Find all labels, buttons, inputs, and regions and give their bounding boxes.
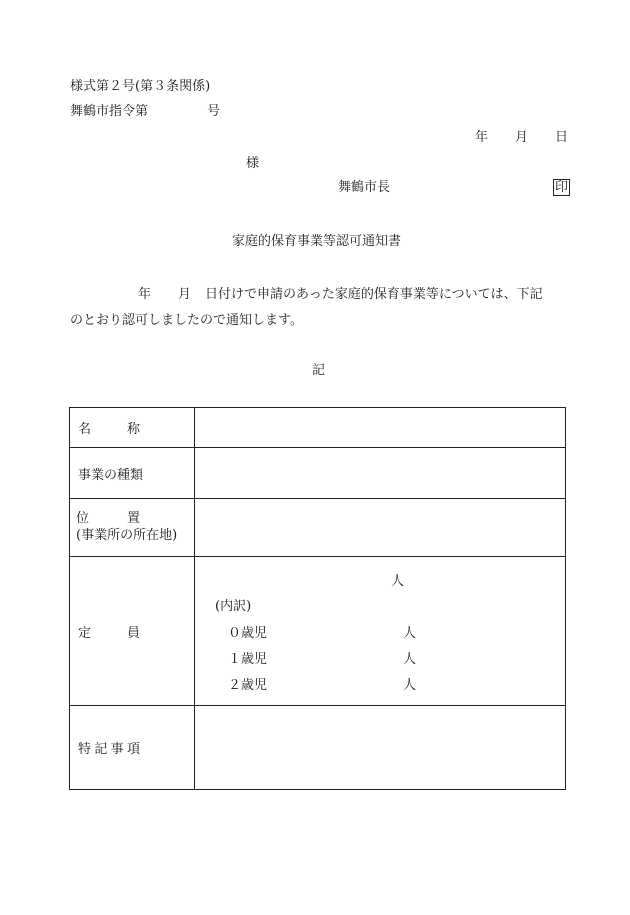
name-char-2: 称 [126, 422, 140, 437]
ki-mark: 記 [312, 363, 326, 378]
special-char-3: 事 [110, 742, 124, 757]
row-location [70, 499, 566, 557]
business-type-value [195, 448, 566, 499]
name-value [195, 408, 566, 448]
row-business-type [70, 448, 566, 499]
business-type-label [70, 448, 195, 499]
details-table [69, 407, 566, 790]
capacity-total-unit: 人 [391, 574, 405, 589]
age1-unit: 人 [403, 652, 417, 667]
body-line2: のとおり認可しましたので通知します。 [70, 313, 303, 328]
location-char-2: 置 [126, 511, 140, 527]
capacity-char-1: 定 [78, 625, 92, 641]
special-char-4: 項 [126, 742, 140, 757]
body-month: 月 [178, 287, 192, 302]
age2-unit: 人 [403, 678, 417, 693]
row-capacity [70, 557, 566, 706]
date-month: 月 [515, 130, 529, 145]
special-value [195, 706, 566, 790]
seal-mark: 印 [555, 180, 569, 195]
capacity-char-2: 員 [126, 625, 140, 641]
row-special [70, 706, 566, 790]
capacity-value [195, 557, 566, 706]
capacity-label [70, 557, 195, 706]
special-char-2: 記 [94, 742, 108, 757]
date-day: 日 [555, 130, 569, 145]
page-title: 家庭的保育事業等認可通知書 [232, 234, 402, 249]
body-year: 年 [138, 287, 152, 302]
age0-unit: 人 [403, 626, 417, 641]
body-line1: 日付けで申請のあった家庭的保育事業等については、下記 [205, 287, 543, 302]
special-label [70, 706, 195, 790]
name-label [70, 408, 195, 448]
directive-prefix: 舞鶴市指令第 [70, 104, 149, 119]
special-char-1: 特 [78, 742, 92, 757]
location-label [70, 499, 195, 557]
age0-label: ０歳児 [228, 626, 268, 641]
location-value [195, 499, 566, 557]
age1-label: １歳児 [228, 652, 268, 667]
breakdown-label: (内訳) [215, 599, 252, 614]
issuer: 舞鶴市長 [338, 180, 391, 195]
location-sub: (事業所の所在地) [76, 527, 178, 543]
name-char-1: 名 [78, 422, 92, 437]
row-name [70, 408, 566, 448]
form-number: 様式第２号(第３条関係) [70, 79, 211, 94]
business-type-text: 事業の種類 [78, 467, 144, 483]
date-year: 年 [475, 130, 489, 145]
addressee-suffix: 様 [246, 156, 260, 171]
location-char-1: 位 [76, 511, 90, 527]
directive-suffix: 号 [207, 104, 221, 119]
age2-label: ２歳児 [228, 678, 268, 693]
